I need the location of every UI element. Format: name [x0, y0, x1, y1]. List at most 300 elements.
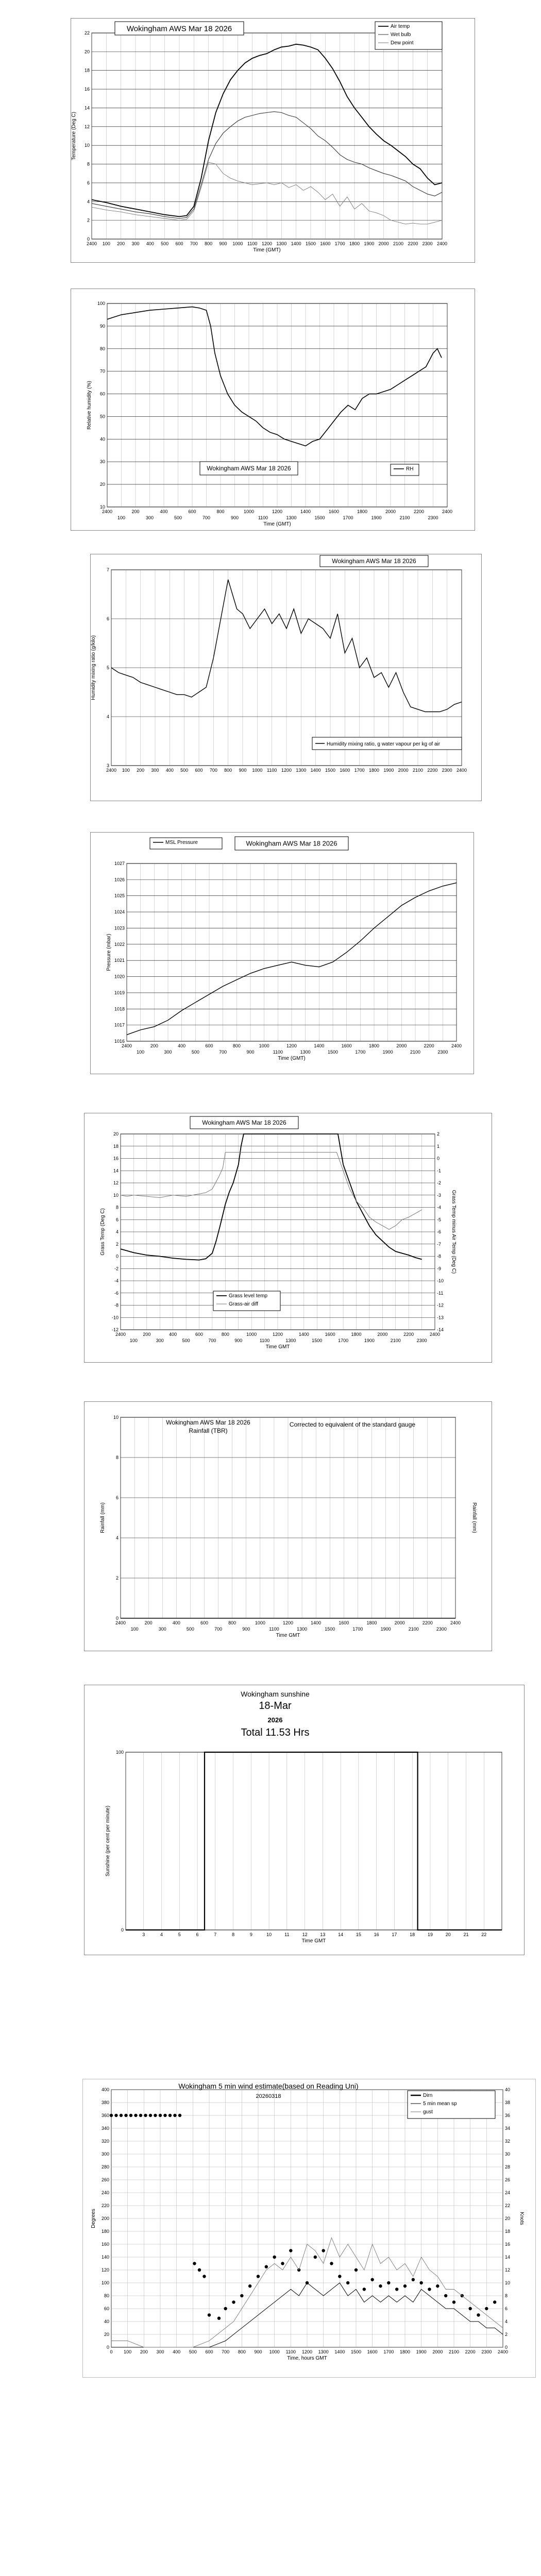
- data-point: [322, 2249, 325, 2252]
- legend-label: gust: [423, 2109, 433, 2115]
- y-tick-label: 4: [106, 714, 109, 719]
- plot-area: [126, 1752, 502, 1930]
- x-tick-label: 1400: [314, 1043, 325, 1048]
- x-tick-label: 1900: [380, 1626, 391, 1632]
- x-tick-label: 800: [224, 768, 232, 773]
- x-tick-label: 3: [142, 1932, 145, 1937]
- y-right-tick-label: 36: [505, 2113, 511, 2118]
- y-tick-label: 5: [106, 665, 109, 670]
- x-tick-label: 2200: [422, 1620, 433, 1625]
- x-tick-label: 9: [249, 1932, 252, 1937]
- x-tick-label: 1600: [367, 2349, 378, 2354]
- data-point: [110, 2114, 113, 2117]
- data-point: [248, 2284, 251, 2287]
- x-tick-label: 600: [205, 1043, 213, 1048]
- y-tick-label: 8: [87, 161, 90, 167]
- x-tick-label: 1700: [352, 1626, 363, 1632]
- data-point: [412, 2278, 415, 2281]
- temperature-chart: [71, 19, 475, 262]
- sunshine-chart-panel: [84, 1685, 525, 1955]
- y-right-tick-label: -2: [437, 1180, 442, 1185]
- y-right-tick-label: -1: [437, 1168, 442, 1174]
- data-point: [281, 2262, 284, 2265]
- y-tick-label: 1021: [114, 958, 125, 963]
- rainfall-chart-panel: [84, 1401, 492, 1651]
- x-tick-label: 100: [130, 1626, 139, 1632]
- y-tick-label: 4: [115, 1535, 119, 1540]
- y-axis-label: Sunshine (per cent per minute): [105, 1805, 111, 1877]
- y-right-tick-label: 26: [505, 2177, 511, 2182]
- x-tick-label: 2100: [448, 2349, 460, 2354]
- y-tick-label: 18: [84, 67, 90, 73]
- x-tick-label: 2400: [456, 768, 467, 773]
- x-tick-label: 2100: [390, 1338, 401, 1343]
- sunshine-year: 2026: [267, 1716, 283, 1724]
- x-tick-label: 2000: [378, 241, 389, 246]
- x-tick-label: 2200: [424, 1043, 434, 1048]
- y-axis-label: Degrees: [91, 2209, 96, 2228]
- x-tick-label: 100: [122, 768, 130, 773]
- y-right-tick-label: 40: [505, 2087, 511, 2092]
- data-point: [330, 2262, 333, 2265]
- x-tick-label: 800: [221, 1332, 229, 1337]
- x-tick-label: 1900: [364, 1338, 375, 1343]
- y-tick-label: 260: [101, 2177, 109, 2182]
- y-right-tick-label: -13: [437, 1315, 444, 1320]
- x-tick-label: 100: [129, 1338, 138, 1343]
- legend-label: Dew point: [391, 40, 414, 46]
- x-tick-label: 17: [392, 1932, 397, 1937]
- y-right-tick-label: 22: [505, 2203, 511, 2208]
- y-tick-label: 10: [84, 143, 90, 148]
- x-tick-label: 500: [191, 1049, 199, 1055]
- x-tick-label: 2300: [422, 241, 433, 246]
- y-right-tick-label: 10: [505, 2280, 511, 2285]
- x-tick-label: 1400: [334, 2349, 345, 2354]
- y-axis-right-label: Grass Temp minus Air Temp (Deg C): [451, 1190, 457, 1274]
- data-point: [208, 2313, 211, 2316]
- data-point: [452, 2300, 455, 2303]
- x-tick-label: 2000: [432, 2349, 443, 2354]
- chart-title: Wokingham AWS Mar 18 2026: [332, 557, 416, 565]
- data-point: [139, 2114, 142, 2117]
- y-tick-label: 20: [113, 1131, 119, 1137]
- y-tick-label: 30: [99, 459, 105, 465]
- y-right-tick-label: -9: [437, 1266, 442, 1272]
- x-tick-label: 10: [266, 1932, 272, 1937]
- x-tick-label: 22: [481, 1932, 487, 1937]
- x-tick-label: 400: [178, 1043, 186, 1048]
- y-right-tick-label: -12: [437, 1302, 444, 1308]
- x-tick-label: 1700: [343, 515, 353, 520]
- data-point: [217, 2317, 221, 2320]
- x-tick-label: 900: [254, 2349, 262, 2354]
- x-tick-label: 7: [214, 1932, 217, 1937]
- y-right-tick-label: -7: [437, 1241, 442, 1247]
- y-tick-label: 14: [84, 105, 90, 111]
- x-tick-label: 11: [284, 1932, 290, 1937]
- y-tick-label: -12: [111, 1327, 119, 1332]
- y-tick-label: 0: [115, 1253, 119, 1259]
- y-axis-label: Relative humidity (%): [87, 381, 92, 430]
- y-tick-label: -6: [114, 1290, 119, 1296]
- x-tick-label: 1700: [354, 768, 365, 773]
- x-tick-label: 100: [124, 2349, 132, 2354]
- y-tick-label: 12: [113, 1180, 119, 1185]
- sunshine-chart: [84, 1685, 524, 1955]
- y-tick-label: -2: [114, 1266, 119, 1272]
- y-tick-label: 1016: [114, 1039, 125, 1044]
- x-tick-label: 1700: [355, 1049, 366, 1055]
- legend-label: Wet bulb: [391, 32, 411, 38]
- x-tick-label: 900: [246, 1049, 255, 1055]
- humidity-chart-panel: [71, 289, 475, 531]
- x-tick-label: 1600: [328, 509, 340, 514]
- x-tick-label: 900: [242, 1626, 250, 1632]
- data-point: [134, 2114, 137, 2117]
- wind-chart-panel: [82, 2079, 536, 2378]
- x-tick-label: 2400: [121, 1043, 132, 1048]
- data-point: [240, 2294, 243, 2297]
- data-point: [149, 2114, 152, 2117]
- y-tick-label: -10: [111, 1315, 119, 1320]
- data-point: [273, 2256, 276, 2259]
- x-tick-label: 1300: [285, 1338, 296, 1343]
- x-tick-label: 2400: [436, 241, 448, 246]
- y-tick-label: 200: [101, 2216, 109, 2221]
- y-tick-label: 340: [101, 2126, 109, 2131]
- chart-title: Wokingham AWS Mar 18 2026: [202, 1119, 286, 1127]
- x-tick-label: 4: [160, 1932, 163, 1937]
- data-point: [198, 2268, 201, 2272]
- x-tick-label: 1500: [305, 241, 316, 246]
- y-tick-label: 320: [101, 2139, 109, 2144]
- x-tick-label: 500: [182, 1338, 190, 1343]
- x-tick-label: 1200: [281, 768, 292, 773]
- x-tick-label: 200: [150, 1043, 158, 1048]
- y-tick-label: 50: [99, 414, 105, 419]
- data-point: [338, 2275, 341, 2278]
- x-tick-label: 15: [356, 1932, 361, 1937]
- y-tick-label: 20: [99, 482, 105, 487]
- y-right-tick-label: -11: [437, 1290, 444, 1296]
- x-tick-label: 2400: [86, 241, 97, 246]
- y-right-tick-label: -6: [437, 1229, 442, 1234]
- data-point: [120, 2114, 123, 2117]
- data-point: [485, 2307, 488, 2310]
- x-tick-label: 800: [232, 1043, 241, 1048]
- x-tick-label: 1400: [298, 1332, 309, 1337]
- x-tick-label: 2400: [115, 1620, 126, 1625]
- y-right-tick-label: -4: [437, 1205, 442, 1210]
- x-tick-label: 5: [178, 1932, 181, 1937]
- y-tick-label: 120: [101, 2267, 109, 2273]
- x-tick-label: 1700: [338, 1338, 349, 1343]
- y-tick-label: 6: [115, 1495, 119, 1500]
- x-tick-label: 700: [219, 1049, 227, 1055]
- y-tick-label: 22: [84, 30, 90, 36]
- pressure-chart-panel: [90, 832, 474, 1074]
- x-tick-label: 1200: [286, 1043, 297, 1048]
- x-tick-label: 12: [302, 1932, 308, 1937]
- x-axis-label: Time GMT: [276, 1633, 300, 1638]
- x-tick-label: 500: [174, 515, 182, 520]
- x-tick-label: 1500: [327, 1049, 339, 1055]
- x-tick-label: 16: [374, 1932, 379, 1937]
- y-tick-label: 240: [101, 2190, 109, 2195]
- y-tick-label: 0: [115, 1616, 119, 1621]
- x-tick-label: 1900: [383, 768, 394, 773]
- x-tick-label: 400: [146, 241, 154, 246]
- x-tick-label: 0: [110, 2349, 113, 2354]
- y-tick-label: 1017: [114, 1022, 125, 1028]
- y-tick-label: 1019: [114, 990, 125, 995]
- sunshine-title: Wokingham sunshine: [241, 1690, 310, 1698]
- data-point: [387, 2281, 390, 2284]
- y-tick-label: 100: [115, 1750, 124, 1755]
- x-tick-label: 2300: [416, 1338, 427, 1343]
- legend: [391, 464, 419, 476]
- y-tick-label: 80: [104, 2293, 109, 2298]
- x-tick-label: 1100: [273, 1049, 283, 1055]
- x-tick-label: 1100: [259, 1338, 270, 1343]
- data-point: [159, 2114, 162, 2117]
- x-tick-label: 400: [172, 1620, 180, 1625]
- y-right-tick-label: 1: [437, 1143, 440, 1149]
- y-right-tick-label: 4: [505, 2319, 508, 2324]
- x-tick-label: 700: [209, 768, 217, 773]
- legend-label: Humidity mixing ratio, g water vapour per kg of air: [327, 741, 441, 747]
- x-tick-label: 700: [202, 515, 211, 520]
- x-tick-label: 1700: [383, 2349, 394, 2354]
- y-tick-label: 0: [106, 2345, 109, 2350]
- x-tick-label: 2100: [410, 1049, 421, 1055]
- y-tick-label: 1020: [114, 974, 125, 979]
- grass-temp-chart-panel: [84, 1113, 492, 1363]
- x-tick-label: 2000: [385, 509, 396, 514]
- data-point: [265, 2265, 268, 2268]
- x-tick-label: 1400: [300, 509, 311, 514]
- data-point: [193, 2262, 196, 2265]
- y-right-tick-label: 0: [437, 1156, 440, 1161]
- chart-subtitle: 20260318: [256, 2093, 281, 2099]
- chart-title: Wokingham 5 min wind estimate(based on Reading Uni): [178, 2082, 359, 2090]
- x-tick-label: 2200: [427, 768, 438, 773]
- x-tick-label: 2300: [428, 515, 438, 520]
- data-point: [163, 2114, 166, 2117]
- x-tick-label: 1000: [232, 241, 243, 246]
- y-tick-label: 1025: [114, 893, 125, 899]
- x-tick-label: 1300: [296, 768, 307, 773]
- x-tick-label: 600: [188, 509, 196, 514]
- data-point: [168, 2114, 172, 2117]
- y-axis-right-label: Rainfall (mm): [471, 1502, 477, 1533]
- legend-label: Air temp: [391, 24, 410, 29]
- x-tick-label: 300: [158, 1626, 166, 1632]
- x-tick-label: 1400: [310, 768, 321, 773]
- chart-title: Wokingham AWS Mar 18 2026: [207, 465, 291, 472]
- x-tick-label: 1100: [258, 515, 268, 520]
- x-tick-label: 2000: [377, 1332, 388, 1337]
- x-tick-label: 2200: [408, 241, 418, 246]
- y-tick-label: 2: [87, 217, 90, 223]
- y-right-tick-label: 20: [505, 2216, 511, 2221]
- x-tick-label: 2100: [393, 241, 404, 246]
- x-tick-label: 2400: [450, 1620, 461, 1625]
- y-right-tick-label: -3: [437, 1192, 442, 1198]
- x-tick-label: 200: [144, 1620, 153, 1625]
- x-tick-label: 300: [131, 241, 140, 246]
- x-tick-label: 1000: [243, 509, 255, 514]
- x-tick-label: 100: [137, 1049, 145, 1055]
- x-tick-label: 800: [205, 241, 213, 246]
- y-axis-right-label: Knots: [519, 2212, 525, 2225]
- x-tick-label: 1800: [368, 1043, 380, 1048]
- y-right-tick-label: 28: [505, 2164, 511, 2170]
- x-tick-label: 6: [196, 1932, 199, 1937]
- data-point: [202, 2275, 206, 2278]
- legend: [408, 2091, 495, 2119]
- grass-temp-chart: [84, 1113, 492, 1362]
- data-point: [436, 2284, 439, 2287]
- legend-label: Dirn: [423, 2093, 433, 2098]
- x-tick-label: 200: [137, 768, 145, 773]
- x-tick-label: 19: [427, 1932, 433, 1937]
- x-tick-label: 1500: [312, 1338, 323, 1343]
- y-right-tick-label: 0: [505, 2345, 508, 2350]
- y-tick-label: 60: [104, 2306, 109, 2311]
- x-tick-label: 2400: [106, 768, 117, 773]
- y-tick-label: 16: [113, 1156, 119, 1161]
- data-point: [154, 2114, 157, 2117]
- y-tick-label: 18: [113, 1143, 119, 1149]
- x-tick-label: 900: [219, 241, 227, 246]
- y-tick-label: 100: [101, 2280, 109, 2285]
- x-tick-label: 200: [140, 2349, 148, 2354]
- y-tick-label: 3: [106, 763, 109, 768]
- x-tick-label: 2100: [408, 1626, 419, 1632]
- x-axis-label: Time (GMT): [253, 247, 281, 253]
- legend-box: [391, 464, 419, 476]
- chart-title: Wokingham AWS Mar 18 2026: [126, 24, 232, 33]
- x-tick-label: 400: [160, 509, 168, 514]
- y-tick-label: 20: [104, 2332, 109, 2337]
- x-tick-label: 600: [205, 2349, 213, 2354]
- x-tick-label: 2100: [399, 515, 410, 520]
- x-tick-label: 1500: [325, 768, 336, 773]
- data-point: [379, 2284, 382, 2287]
- y-right-tick-label: -8: [437, 1253, 442, 1259]
- y-tick-label: 1018: [114, 1006, 125, 1012]
- y-right-tick-label: 32: [505, 2139, 511, 2144]
- x-tick-label: 500: [161, 241, 169, 246]
- sunshine-subtitle: 18-Mar: [259, 1700, 292, 1711]
- data-point: [477, 2313, 480, 2316]
- x-tick-label: 2400: [102, 509, 113, 514]
- y-tick-label: 1027: [114, 861, 125, 866]
- x-tick-label: 200: [131, 509, 140, 514]
- data-point: [114, 2114, 117, 2117]
- x-tick-label: 1800: [368, 768, 380, 773]
- x-tick-label: 1000: [255, 1620, 265, 1625]
- legend: [150, 838, 222, 849]
- y-right-tick-label: 6: [505, 2306, 508, 2311]
- x-tick-label: 400: [165, 768, 174, 773]
- x-tick-label: 800: [228, 1620, 236, 1625]
- x-tick-label: 1100: [269, 1626, 279, 1632]
- x-tick-label: 1300: [276, 241, 287, 246]
- x-tick-label: 1000: [259, 1043, 269, 1048]
- x-tick-label: 1800: [357, 509, 368, 514]
- y-tick-label: 4: [115, 1229, 119, 1234]
- x-tick-label: 500: [180, 768, 189, 773]
- x-tick-label: 1600: [325, 1332, 335, 1337]
- legend-label: MSL Pressure: [165, 840, 198, 845]
- y-tick-label: 380: [101, 2100, 109, 2105]
- y-tick-label: 280: [101, 2164, 109, 2170]
- y-right-tick-label: 14: [505, 2255, 511, 2260]
- x-tick-label: 1500: [314, 515, 325, 520]
- x-axis-label: Time (GMT): [263, 521, 291, 527]
- x-tick-label: 2400: [115, 1332, 126, 1337]
- x-tick-label: 8: [232, 1932, 235, 1937]
- y-axis-label: Humidity mixing ratio (g/kilo): [91, 635, 96, 700]
- data-point: [314, 2256, 317, 2259]
- x-tick-label: 18: [410, 1932, 415, 1937]
- data-point: [257, 2275, 260, 2278]
- mixing-ratio-chart: [91, 554, 481, 801]
- x-tick-label: 1300: [318, 2349, 329, 2354]
- x-tick-label: 21: [463, 1932, 469, 1937]
- x-tick-label: 600: [195, 768, 203, 773]
- legend: [213, 1291, 280, 1311]
- data-point: [444, 2294, 447, 2297]
- y-right-tick-label: 2: [437, 1131, 440, 1137]
- x-tick-label: 1000: [269, 2349, 280, 2354]
- y-right-tick-label: 2: [505, 2332, 508, 2337]
- data-point: [354, 2268, 358, 2272]
- y-tick-label: 70: [99, 368, 105, 374]
- data-point: [346, 2281, 349, 2284]
- x-tick-label: 600: [175, 241, 183, 246]
- legend: [312, 737, 462, 750]
- x-tick-label: 2300: [437, 1049, 448, 1055]
- x-tick-label: 2400: [451, 1043, 462, 1048]
- chart-title: Wokingham AWS Mar 18 2026: [166, 1419, 250, 1426]
- x-tick-label: 900: [234, 1338, 243, 1343]
- x-tick-label: 1300: [286, 515, 297, 520]
- x-tick-label: 300: [145, 515, 154, 520]
- y-tick-label: 2: [115, 1575, 119, 1581]
- y-right-tick-label: 24: [505, 2190, 511, 2195]
- x-tick-label: 2300: [436, 1626, 447, 1632]
- x-tick-label: 600: [195, 1332, 204, 1337]
- data-point: [144, 2114, 147, 2117]
- y-tick-label: -4: [114, 1278, 119, 1283]
- x-tick-label: 900: [230, 515, 239, 520]
- x-tick-label: 200: [143, 1332, 151, 1337]
- x-tick-label: 300: [156, 1338, 164, 1343]
- y-tick-label: 100: [97, 301, 105, 306]
- x-tick-label: 1400: [311, 1620, 322, 1625]
- y-tick-label: 300: [101, 2151, 109, 2157]
- x-tick-label: 200: [117, 241, 125, 246]
- x-tick-label: 1700: [334, 241, 345, 246]
- y-tick-label: 80: [99, 346, 105, 351]
- x-tick-label: 2200: [403, 1332, 414, 1337]
- y-tick-label: 12: [84, 124, 90, 129]
- x-tick-label: 1000: [252, 768, 263, 773]
